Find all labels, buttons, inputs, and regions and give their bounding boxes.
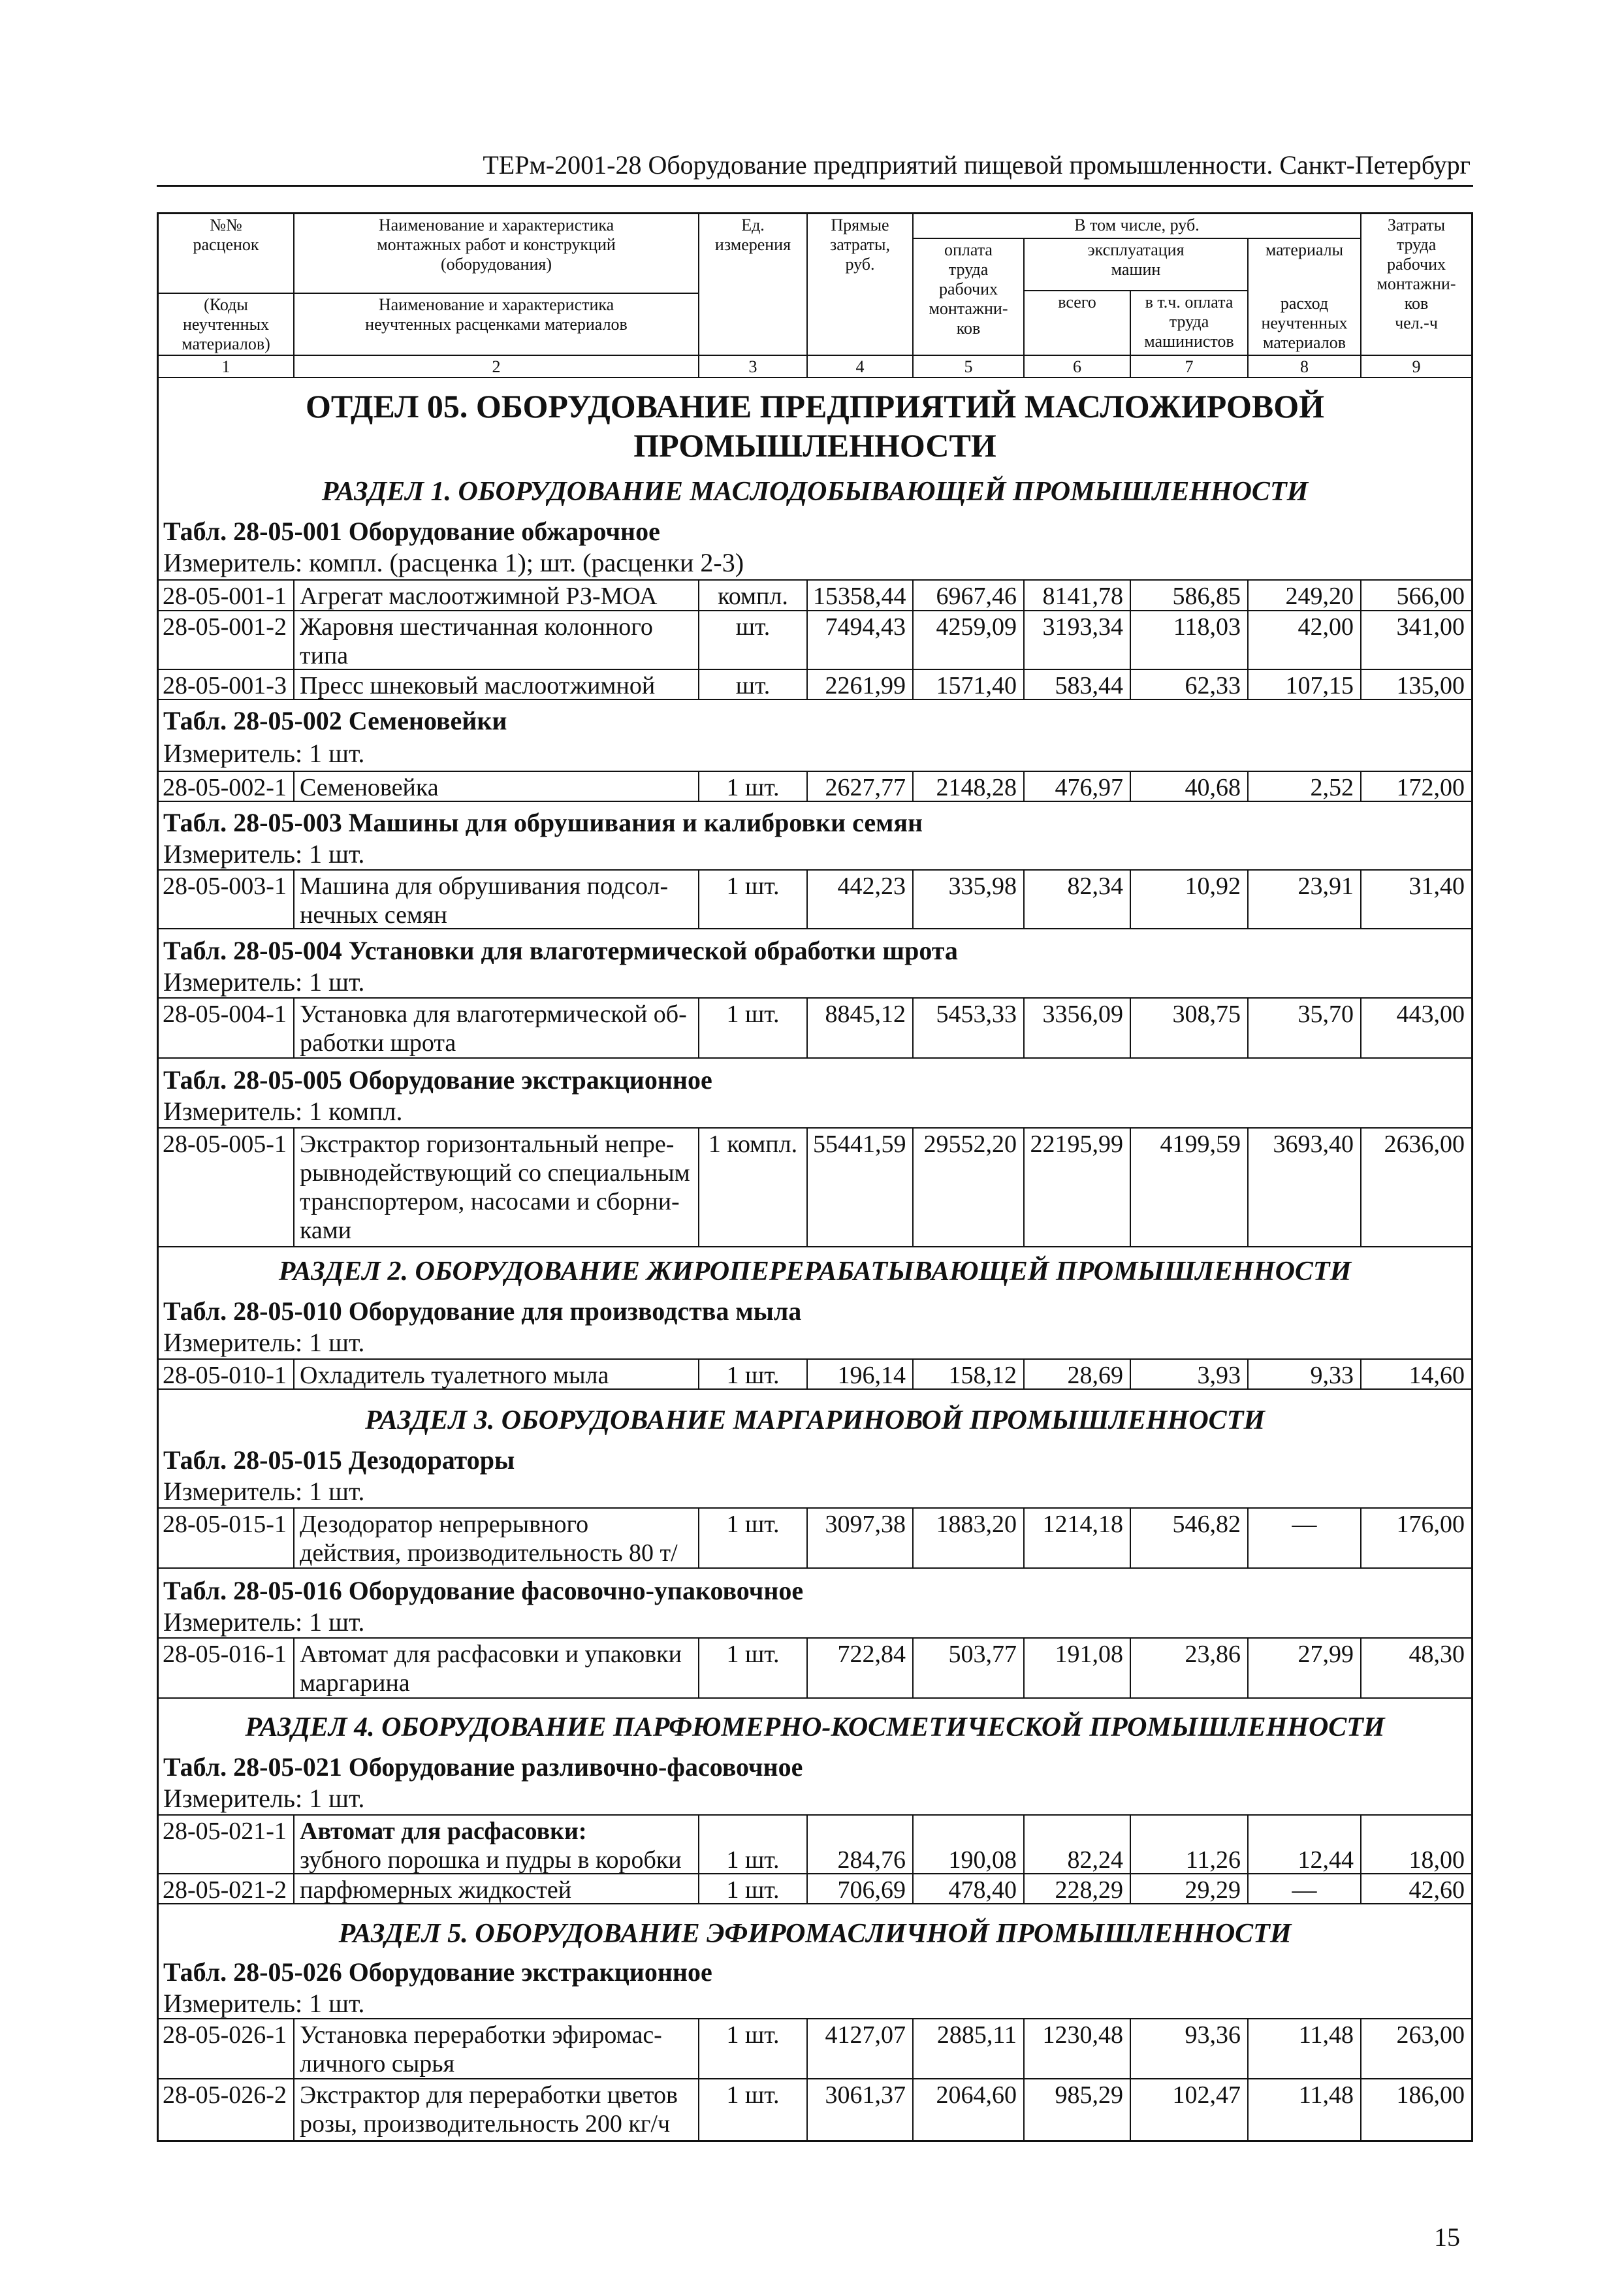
row-code: 28-05-010-1 (159, 1358, 295, 1390)
row-machinist-wages: 546,82 (1131, 1507, 1249, 1569)
row-machinist-wages: 23,86 (1131, 1637, 1249, 1699)
row-name: Жаровня шестичанная колонного типа (295, 610, 699, 670)
row-machines-total: 191,08 (1025, 1637, 1131, 1699)
table-28-05-015-meter: Измеритель: 1 шт. (163, 1477, 365, 1506)
row-code: 28-05-001-1 (159, 579, 295, 611)
row-labor-hours: 31,40 (1361, 869, 1471, 929)
row-name: Установка для влаготермической об-работки шрота (295, 997, 699, 1059)
row-direct-costs: 442,23 (808, 869, 914, 929)
row-materials: 2,52 (1249, 771, 1361, 802)
row-labor-wages: 29552,20 (914, 1127, 1025, 1247)
row-machinist-wages: 586,85 (1131, 579, 1249, 611)
row-unit: шт. (699, 610, 808, 670)
row-labor-hours: 176,00 (1361, 1507, 1471, 1569)
row-machinist-wages: 3,93 (1131, 1358, 1249, 1390)
row-materials: — (1249, 1873, 1361, 1904)
col5-header-line: монтажни- (929, 299, 1008, 318)
row-labor-hours: 341,00 (1361, 610, 1471, 670)
row-name: Дезодоратор непрерывного действия, производительность 80 т/ (295, 1507, 699, 1569)
col5-header-line: рабочих (938, 280, 998, 298)
col2-number: 2 (295, 356, 699, 378)
row-machinist-wages: 40,68 (1131, 771, 1249, 802)
row-direct-costs: 2627,77 (808, 771, 914, 802)
row-materials: 107,15 (1249, 669, 1361, 700)
row-direct-costs: 3097,38 (808, 1507, 914, 1569)
row-direct-costs: 3061,37 (808, 2078, 914, 2142)
col5-header (914, 239, 1025, 356)
row-machines-total: 1230,48 (1025, 2018, 1131, 2079)
row-machinist-wages: 308,75 (1131, 997, 1249, 1059)
row-labor-wages: 5453,33 (914, 997, 1025, 1059)
row-name: Пресс шнековый маслоотжимной (295, 669, 699, 700)
row-machines-total: 8141,78 (1025, 579, 1131, 611)
row-machines-total: 82,34 (1025, 869, 1131, 929)
row-machines-total: 3193,34 (1025, 610, 1131, 670)
row-unit: 1 шт. (699, 869, 808, 929)
row-labor-wages: 190,08 (914, 1814, 1025, 1874)
col2-subheader (295, 293, 699, 356)
row-labor-wages: 4259,09 (914, 610, 1025, 670)
table-28-05-001-title: Табл. 28-05-001 Оборудование обжарочное (163, 517, 660, 546)
col3-header (699, 214, 808, 356)
table-28-05-010-meter: Измеритель: 1 шт. (163, 1328, 365, 1357)
row-unit: 1 шт. (699, 1873, 808, 1904)
col9-header (1361, 214, 1471, 356)
row-labor-hours: 2636,00 (1361, 1127, 1471, 1247)
col7-number: 7 (1131, 356, 1249, 378)
table-28-05-016-title: Табл. 28-05-016 Оборудование фасовочно-упаковочное (163, 1576, 804, 1605)
table-28-05-004-meter: Измеритель: 1 шт. (163, 967, 365, 997)
table-28-05-016-meter: Измеритель: 1 шт. (163, 1607, 365, 1637)
col5-header-line: оплата (944, 240, 993, 259)
row-materials: — (1249, 1507, 1361, 1569)
row-unit: 1 шт. (699, 1637, 808, 1699)
row-machines-total: 985,29 (1025, 2078, 1131, 2142)
row-unit: 1 шт. (699, 771, 808, 802)
row-direct-costs: 284,76 (808, 1814, 914, 1874)
row-code: 28-05-001-2 (159, 610, 295, 670)
col1-header-line: №№ (210, 216, 242, 234)
department-title-line2: ПРОМЫШЛЕННОСТИ (633, 427, 996, 464)
row-direct-costs: 196,14 (808, 1358, 914, 1390)
row-direct-costs: 706,69 (808, 1873, 914, 1904)
row-labor-hours: 18,00 (1361, 1814, 1471, 1874)
row-direct-costs: 8845,12 (808, 997, 914, 1059)
row-materials: 9,33 (1249, 1358, 1361, 1390)
col7-header-line: в т.ч. оплата (1145, 293, 1234, 312)
col1-number: 1 (159, 356, 295, 378)
row-materials: 27,99 (1249, 1637, 1361, 1699)
col7-header-line: труда (1169, 312, 1209, 331)
col3-header-line: Ед. (741, 216, 765, 234)
row-name: Установка переработки эфиромас-личного сырья (295, 2018, 699, 2079)
row-unit: 1 шт. (699, 1507, 808, 1569)
row-machines-total: 228,29 (1025, 1873, 1131, 1904)
row-machinist-wages: 29,29 (1131, 1873, 1249, 1904)
table-28-05-021-meter: Измеритель: 1 шт. (163, 1784, 365, 1813)
table-28-05-003-meter: Измеритель: 1 шт. (163, 839, 365, 869)
col4-header-line: затраты, (829, 235, 890, 254)
section-3-title: РАЗДЕЛ 3. ОБОРУДОВАНИЕ МАРГАРИНОВОЙ ПРОМЫШЛЕННОСТИ (364, 1405, 1266, 1435)
row-labor-hours: 172,00 (1361, 771, 1471, 802)
row-machines-total: 3356,09 (1025, 997, 1131, 1059)
col9-header-line: рабочих (1386, 255, 1446, 274)
col6-header-line: всего (1058, 293, 1096, 312)
row-name (295, 1814, 699, 1874)
document-title: ТЕРм-2001-28 Оборудование предприятий пищевой промышленности. Санкт-Петербург (483, 150, 1471, 180)
row-labor-hours: 186,00 (1361, 2078, 1471, 2142)
row-name: Автомат для расфасовки и упаковки маргарина (295, 1637, 699, 1699)
row-unit: 1 шт. (699, 1358, 808, 1390)
row-code: 28-05-005-1 (159, 1127, 295, 1247)
col6-number: 6 (1025, 356, 1131, 378)
row-direct-costs: 2261,99 (808, 669, 914, 700)
row-name: Охладитель туалетного мыла (295, 1358, 699, 1390)
row-unit: компл. (699, 579, 808, 611)
row-direct-costs: 722,84 (808, 1637, 914, 1699)
row-labor-wages: 158,12 (914, 1358, 1025, 1390)
row-labor-hours: 14,60 (1361, 1358, 1471, 1390)
row-code: 28-05-002-1 (159, 771, 295, 802)
table-28-05-026-title: Табл. 28-05-026 Оборудование экстракционное (163, 1957, 712, 1987)
col2-subheader-line: Наименование и характеристика (378, 295, 614, 314)
table-28-05-021-title: Табл. 28-05-021 Оборудование разливочно-фасовочное (163, 1752, 803, 1782)
col1-header-line: расценок (193, 235, 259, 254)
row-materials: 11,48 (1249, 2018, 1361, 2079)
row-code: 28-05-003-1 (159, 869, 295, 929)
row-code: 28-05-026-1 (159, 2018, 295, 2079)
table-28-05-002-meter: Измеритель: 1 шт. (163, 739, 365, 768)
department-title-line1: ОТДЕЛ 05. ОБОРУДОВАНИЕ ПРЕДПРИЯТИЙ МАСЛОЖИРОВОЙ (305, 388, 1325, 425)
row-materials: 23,91 (1249, 869, 1361, 929)
row-name: Машина для обрушивания подсол-нечных семян (295, 869, 699, 929)
row-materials: 11,48 (1249, 2078, 1361, 2142)
row-unit: 1 шт. (699, 997, 808, 1059)
row-labor-wages: 503,77 (914, 1637, 1025, 1699)
col8-header-line: неучтенных (1261, 313, 1348, 332)
group-header-label: В том числе, руб. (1074, 216, 1200, 234)
row-unit: 1 шт. (699, 2018, 808, 2079)
row-code: 28-05-004-1 (159, 997, 295, 1059)
col4-header-line: руб. (845, 255, 875, 274)
row-machines-total: 28,69 (1025, 1358, 1131, 1390)
col9-header-line: чел.-ч (1395, 313, 1438, 332)
row-labor-hours: 566,00 (1361, 579, 1471, 611)
row-labor-hours: 42,60 (1361, 1873, 1471, 1904)
section-4-title: РАЗДЕЛ 4. ОБОРУДОВАНИЕ ПАРФЮМЕРНО-КОСМЕТИЧЕСКОЙ ПРОМЫШЛЕННОСТИ (245, 1712, 1385, 1742)
table-28-05-026-meter: Измеритель: 1 шт. (163, 1989, 365, 2018)
row-name: парфюмерных жидкостей (295, 1873, 699, 1904)
row-code: 28-05-021-1 (159, 1814, 295, 1874)
row-code: 28-05-021-2 (159, 1873, 295, 1904)
row-group-heading: Автомат для расфасовки: (300, 1818, 587, 1845)
row-direct-costs: 15358,44 (808, 579, 914, 611)
row-materials: 35,70 (1249, 997, 1361, 1059)
row-labor-wages: 1883,20 (914, 1507, 1025, 1569)
col9-header-line: Затраты (1387, 216, 1446, 234)
col2-subheader-line: неучтенных расценками материалов (365, 315, 628, 334)
row-name: Агрегат маслоотжимной РЗ-МОА (295, 579, 699, 611)
row-machinist-wages: 4199,59 (1131, 1127, 1249, 1247)
row-name-text: зубного порошка и пудры в коробки (300, 1846, 682, 1874)
row-machinist-wages: 93,36 (1131, 2018, 1249, 2079)
col8-header-line: материалы (1265, 240, 1344, 259)
table-28-05-004-title: Табл. 28-05-004 Установки для влаготермической обработки шрота (163, 936, 958, 965)
col8-number: 8 (1249, 356, 1361, 378)
col1-header (159, 214, 295, 293)
row-machinist-wages: 62,33 (1131, 669, 1249, 700)
row-labor-hours: 135,00 (1361, 669, 1471, 700)
col1-subheader (159, 293, 295, 356)
row-materials: 3693,40 (1249, 1127, 1361, 1247)
row-unit: 1 шт. (699, 1814, 808, 1874)
col1-subheader-line: материалов) (182, 334, 270, 353)
table-28-05-002-title: Табл. 28-05-002 Семеновейки (163, 706, 507, 735)
section-1-title: РАЗДЕЛ 1. ОБОРУДОВАНИЕ МАСЛОДОБЫВАЮЩЕЙ ПРОМЫШЛЕННОСТИ (321, 477, 1309, 507)
col7-header-line: машинистов (1144, 332, 1234, 351)
page-number: 15 (1434, 2222, 1460, 2252)
col2-header-line: монтажных работ и конструкций (377, 235, 616, 254)
row-labor-wages: 1571,40 (914, 669, 1025, 700)
col9-header-line: труда (1396, 235, 1437, 254)
row-unit: 1 компл. (699, 1127, 808, 1247)
col2-header (295, 214, 699, 293)
row-labor-hours: 48,30 (1361, 1637, 1471, 1699)
row-labor-wages: 2148,28 (914, 771, 1025, 802)
row-labor-wages: 478,40 (914, 1873, 1025, 1904)
col2-header-line: (оборудования) (440, 255, 552, 274)
row-machines-total: 583,44 (1025, 669, 1131, 700)
row-machines-total: 1214,18 (1025, 1507, 1131, 1569)
row-machinist-wages: 118,03 (1131, 610, 1249, 670)
row-code: 28-05-026-2 (159, 2078, 295, 2142)
row-direct-costs: 7494,43 (808, 610, 914, 670)
col4-header-line: Прямые (831, 216, 889, 234)
row-machinist-wages: 11,26 (1131, 1814, 1249, 1874)
group-header (914, 214, 1361, 239)
col9-header-line: монтажни- (1377, 274, 1456, 293)
table-28-05-003-title: Табл. 28-05-003 Машины для обрушивания и калибровки семян (163, 808, 923, 837)
table-28-05-010-title: Табл. 28-05-010 Оборудование для производства мыла (163, 1296, 802, 1326)
col8-header-line: расход (1280, 294, 1329, 313)
row-code: 28-05-016-1 (159, 1637, 295, 1699)
row-labor-wages: 2064,60 (914, 2078, 1025, 2142)
row-name: Семеновейка (295, 771, 699, 802)
row-labor-hours: 263,00 (1361, 2018, 1471, 2079)
col3-number: 3 (699, 356, 808, 378)
col6-header (1025, 291, 1131, 356)
table-28-05-001-meter: Измеритель: компл. (расценка 1); шт. (расценки 2-3) (163, 548, 744, 577)
row-name: Экстрактор горизонтальный непре-рывнодействующий со специальным транспортером, насосами и сборни-ками (295, 1127, 699, 1247)
section-5-title: РАЗДЕЛ 5. ОБОРУДОВАНИЕ ЭФИРОМАСЛИЧНОЙ ПРОМЫШЛЕННОСТИ (338, 1919, 1292, 1949)
col1-subheader-line: (Коды (204, 295, 248, 314)
running-header (157, 149, 1473, 187)
row-unit: шт. (699, 669, 808, 700)
col8-header-line: материалов (1263, 333, 1346, 352)
row-name: Экстрактор для переработки цветов розы, производительность 200 кг/ч (295, 2078, 699, 2142)
row-direct-costs: 55441,59 (808, 1127, 914, 1247)
row-code: 28-05-001-3 (159, 669, 295, 700)
col7-header (1131, 291, 1249, 356)
row-unit: 1 шт. (699, 2078, 808, 2142)
row-labor-wages: 2885,11 (914, 2018, 1025, 2079)
row-labor-wages: 6967,46 (914, 579, 1025, 611)
row-materials: 42,00 (1249, 610, 1361, 670)
machines-header-line: машин (1111, 260, 1161, 279)
table-28-05-005-title: Табл. 28-05-005 Оборудование экстракционное (163, 1065, 712, 1095)
row-machinist-wages: 10,92 (1131, 869, 1249, 929)
col1-subheader-line: неучтенных (182, 315, 270, 334)
table-28-05-015-title: Табл. 28-05-015 Дезодораторы (163, 1445, 515, 1475)
row-labor-hours: 443,00 (1361, 997, 1471, 1059)
row-direct-costs: 4127,07 (808, 2018, 914, 2079)
row-machines-total: 476,97 (1025, 771, 1131, 802)
row-machines-total: 22195,99 (1025, 1127, 1131, 1247)
col8-header (1249, 239, 1361, 356)
row-code: 28-05-015-1 (159, 1507, 295, 1569)
machines-header-line: эксплуатация (1087, 240, 1185, 259)
machines-header (1025, 239, 1249, 291)
row-materials: 249,20 (1249, 579, 1361, 611)
row-machinist-wages: 102,47 (1131, 2078, 1249, 2142)
col5-header-line: труда (948, 260, 989, 279)
col9-header-line: ков (1404, 294, 1429, 313)
col4-header (808, 214, 914, 356)
row-labor-wages: 335,98 (914, 869, 1025, 929)
row-materials: 12,44 (1249, 1814, 1361, 1874)
col2-header-line: Наименование и характеристика (378, 216, 614, 234)
table-28-05-005-meter: Измеритель: 1 компл. (163, 1097, 403, 1126)
col9-number: 9 (1361, 356, 1471, 378)
col5-header-line: ков (956, 319, 981, 338)
section-2-title: РАЗДЕЛ 2. ОБОРУДОВАНИЕ ЖИРОПЕРЕРАБАТЫВАЮЩЕЙ ПРОМЫШЛЕННОСТИ (278, 1257, 1352, 1287)
row-machines-total: 82,24 (1025, 1814, 1131, 1874)
col4-number: 4 (808, 356, 914, 378)
col5-number: 5 (914, 356, 1025, 378)
col3-header-line: измерения (714, 235, 791, 254)
